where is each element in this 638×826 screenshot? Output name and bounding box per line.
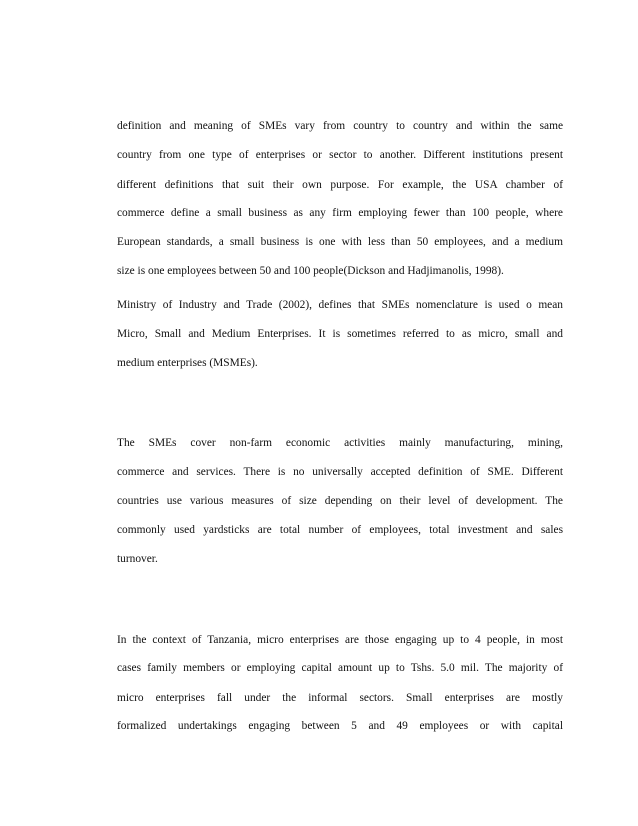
paragraph-1-line-6: size is one employees between 50 and 100 people(Dickson and Hadjimanolis, 1998). — [117, 265, 504, 277]
paragraph-3-line-1: The SMEs cover non-farm economic activities mainly manufacturing, mining, — [117, 437, 563, 449]
paragraph-2-line-2: Micro, Small and Medium Enterprises. It is sometimes referred to as micro, small and — [117, 328, 563, 340]
paragraph-1-line-4: commerce define a small business as any firm employing fewer than 100 people, where — [117, 207, 563, 219]
paragraph-2-line-3: medium enterprises (MSMEs). — [117, 357, 258, 369]
paragraph-4-line-4: formalized undertakings engaging between 5 and 49 employees or with capital — [117, 720, 563, 732]
paragraph-2-line-1: Ministry of Industry and Trade (2002), defines that SMEs nomenclature is used o mean — [117, 299, 563, 311]
paragraph-4-line-2: cases family members or employing capital amount up to Tshs. 5.0 mil. The majority of — [117, 662, 563, 674]
paragraph-3-line-3: countries use various measures of size depending on their level of development. The — [117, 495, 563, 507]
paragraph-1-line-3: different definitions that suit their own purpose. For example, the USA chamber of — [117, 179, 563, 191]
paragraph-4-line-1: In the context of Tanzania, micro enterprises are those engaging up to 4 people, in most — [117, 634, 563, 646]
paragraph-3-line-2: commerce and services. There is no universally accepted definition of SME. Different — [117, 466, 563, 478]
paragraph-3-line-4: commonly used yardsticks are total number of employees, total investment and sales — [117, 524, 563, 536]
paragraph-1-line-1: definition and meaning of SMEs vary from country to country and within the same — [117, 120, 563, 132]
paragraph-1-line-5: European standards, a small business is one with less than 50 employees, and a medium — [117, 236, 563, 248]
paragraph-3-line-5: turnover. — [117, 553, 158, 565]
paragraph-4-line-3: micro enterprises fall under the informal sectors. Small enterprises are mostly — [117, 692, 563, 704]
paragraph-1-line-2: country from one type of enterprises or sector to another. Different institutions present — [117, 149, 563, 161]
